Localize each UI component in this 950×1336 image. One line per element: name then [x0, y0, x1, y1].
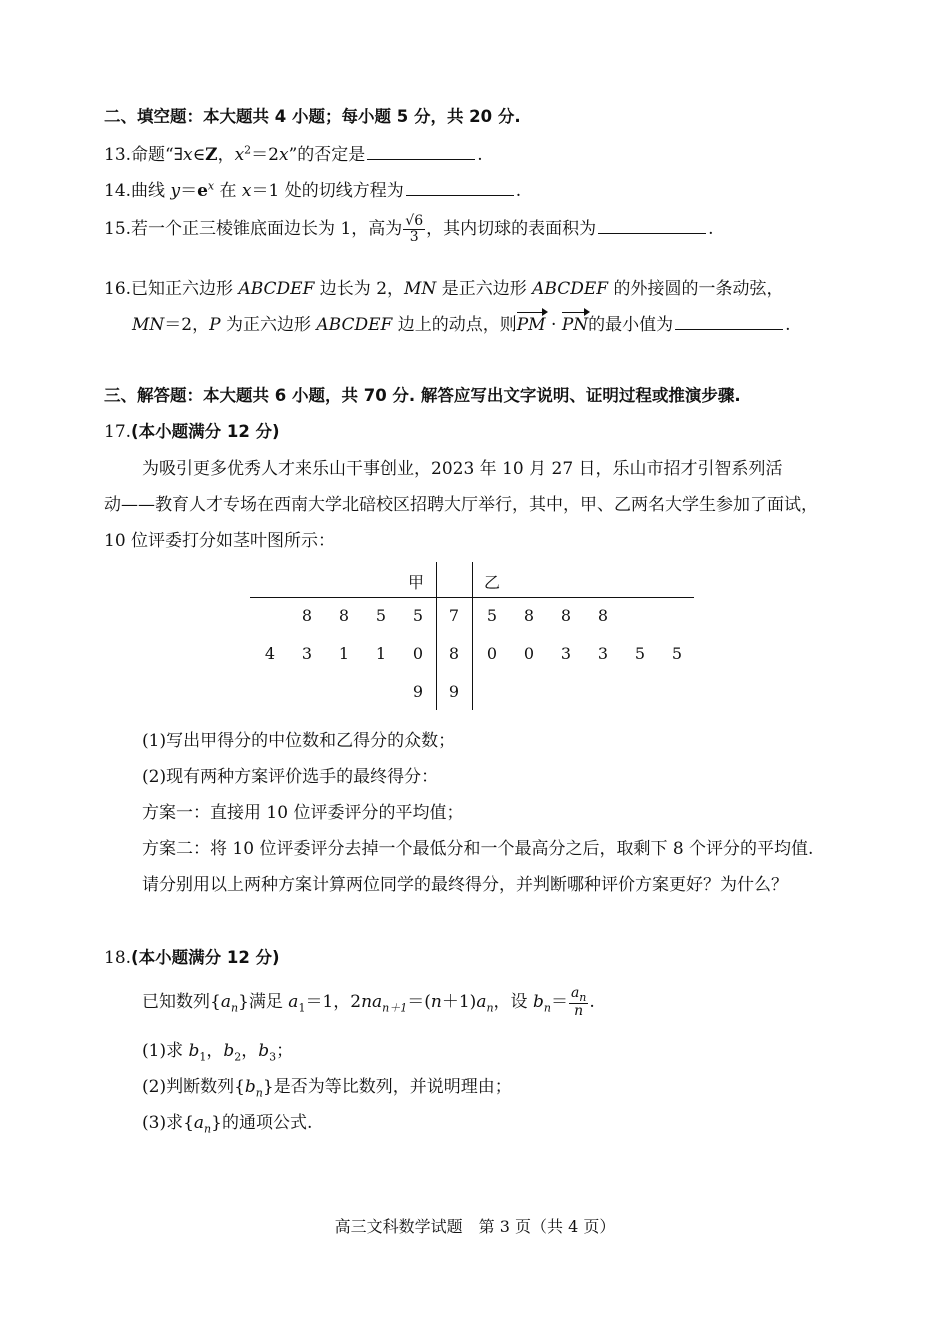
q18-bn-sub: n	[255, 1086, 263, 1100]
q17-score: (本小题满分 12 分)	[131, 422, 280, 441]
q13-answer-blank[interactable]	[367, 158, 475, 160]
q17-para-line3: 10 位评委打分如茎叶图所示：	[104, 531, 336, 551]
stem-leaf-right-label: 乙	[483, 573, 500, 592]
left-leaf: 5	[375, 606, 387, 625]
q16-mn-2: MN	[132, 315, 165, 335]
q13-number: 13.	[104, 145, 132, 165]
question-16-line1	[104, 274, 783, 299]
q13-text-a: 命题“∃	[131, 145, 183, 165]
right-leaf: 5	[634, 644, 646, 663]
q14-text-a: 曲线	[131, 181, 171, 201]
q18-stem-d: ＝(	[407, 992, 431, 1013]
q17-plan1: 方案一：直接用 10 位评委评分的平均值；	[142, 803, 464, 823]
q18-stem-f: ，设	[493, 992, 533, 1013]
q18-a3: a	[476, 992, 487, 1013]
q15-frac-den: 3	[409, 229, 419, 245]
q18-stem-b: }满足	[238, 992, 289, 1013]
q14-var-y: y	[170, 181, 181, 201]
q18-b3: b	[258, 1041, 270, 1061]
q13-in: ∈	[192, 145, 206, 165]
q18-a3-sub: n	[486, 1001, 494, 1015]
q15-answer-blank[interactable]	[598, 232, 706, 234]
q14-text-b: 在	[214, 181, 242, 201]
q17-header	[104, 418, 280, 442]
q18-c1: ，	[206, 1041, 224, 1061]
q18-bn: b	[244, 1077, 256, 1097]
q18-an-sub: n	[230, 1001, 239, 1015]
q18-b: b	[532, 992, 544, 1013]
question-14	[104, 176, 521, 201]
stem-leaf-left-label: 甲	[407, 573, 424, 592]
q18-a2: a	[372, 992, 383, 1013]
q16-line2-c: 边上的动点，则	[392, 315, 517, 335]
right-leaf: 3	[597, 644, 609, 663]
q18-b1: b	[188, 1041, 200, 1061]
right-leaf: 8	[523, 606, 535, 625]
q18-number: 18.	[104, 948, 132, 968]
q18-part1-end: ；	[276, 1041, 294, 1061]
q18-b2: b	[223, 1041, 235, 1061]
q15-text-a: 若一个正三棱锥底面边长为 1，高为	[131, 219, 403, 239]
q16-line1-d: 的外接圆的一条动弦，	[608, 279, 784, 299]
question-15	[104, 214, 714, 245]
q13-var-x3: x	[279, 145, 289, 165]
q17-plan2: 方案二：将 10 位评委评分去掉一个最低分和一个最高分之后，取剩下 8 个评分的平均值.	[142, 839, 814, 859]
stem-value: 9	[448, 682, 460, 701]
left-leaf: 3	[301, 644, 313, 663]
left-leaf: 4	[264, 644, 276, 663]
q13-end: .	[477, 145, 483, 165]
q13-eq: ＝2	[251, 145, 279, 165]
section3-heading: 三、解答题：本大题共 6 小题，共 70 分. 解答应写出文字说明、证明过程或推演步骤.	[104, 386, 741, 405]
page-footer: 高三文科数学试题 第 3 页（共 4 页）	[334, 1217, 616, 1236]
q18-n1: n	[361, 992, 373, 1013]
q18-part2-b: }是否为等比数列，并说明理由；	[262, 1077, 512, 1097]
q14-end: .	[515, 181, 522, 201]
q16-line1-c: 是正六边形	[436, 279, 533, 299]
q16-line1-b: 边长为 2，	[314, 279, 405, 299]
q18-frac-num-sub: n	[579, 990, 587, 1004]
q18-score: (本小题满分 12 分)	[131, 948, 280, 967]
q18-end: .	[589, 992, 595, 1013]
q15-text-b: ，其内切球的表面积为	[426, 219, 597, 239]
q18-stem	[142, 986, 595, 1019]
left-leaf: 8	[338, 606, 350, 625]
question-13	[104, 140, 483, 165]
q18-a2-sub: n＋1	[382, 1001, 408, 1015]
q17-number: 17.	[104, 422, 132, 442]
q18-stem-g: ＝	[550, 992, 568, 1013]
right-leaf: 0	[523, 644, 535, 663]
q18-fraction	[569, 986, 588, 1019]
q18-part3	[142, 1108, 312, 1135]
right-leaf: 5	[671, 644, 683, 663]
q16-line2-d: 的最小值为	[588, 315, 674, 335]
q13-text-b: ”的否定是	[288, 145, 366, 165]
q16-vector-pn: PN	[561, 315, 589, 335]
q18-a1: a	[288, 992, 299, 1013]
stem-leaf-horizontal-rule	[250, 597, 694, 598]
left-leaf: 0	[412, 644, 424, 663]
left-leaf: 9	[412, 682, 424, 701]
q18-b3-sub: 3	[269, 1050, 277, 1064]
q14-number: 14.	[104, 181, 132, 201]
right-leaf: 3	[560, 644, 572, 663]
q18-part1	[142, 1036, 293, 1063]
q16-line2-a: ＝2，	[164, 315, 210, 335]
q16-abcdef-2: ABCDEF	[532, 279, 609, 299]
q18-part2	[142, 1072, 512, 1099]
q18-frac-den-n: n	[574, 1003, 584, 1020]
right-leaf: 5	[486, 606, 498, 625]
section2-heading: 二、填空题：本大题共 4 小题；每小题 5 分，共 20 分.	[104, 107, 521, 126]
right-leaf: 0	[486, 644, 498, 663]
stem-value: 7	[448, 606, 460, 625]
q18-an2-sub: n	[204, 1122, 212, 1136]
q18-an2: a	[193, 1113, 205, 1133]
right-leaf: 8	[597, 606, 609, 625]
q18-stem-e: ＋1)	[441, 992, 477, 1013]
left-leaf: 8	[301, 606, 313, 625]
q15-frac-num: √6	[405, 213, 424, 230]
q18-frac-num	[569, 986, 588, 1004]
q18-frac-num-a: a	[570, 985, 580, 1001]
stem-leaf-divider-right	[472, 562, 473, 710]
q17-question: 请分别用以上两种方案计算两位同学的最终得分，并判断哪种评价方案更好？为什么？	[142, 875, 788, 895]
q16-p: P	[209, 315, 221, 335]
left-leaf: 1	[338, 644, 350, 663]
q18-part3-a: (3)求{	[142, 1113, 194, 1133]
q16-abcdef-1: ABCDEF	[238, 279, 315, 299]
q18-a1-sub: 1	[298, 1001, 306, 1015]
q13-var-x: x	[182, 145, 193, 165]
q13-set-z: Z	[205, 145, 218, 165]
q17-part1: (1)写出甲得分的中位数和乙得分的众数；	[142, 731, 456, 751]
q14-e: e	[197, 181, 208, 201]
q18-header	[104, 944, 280, 968]
q18-stem-a: 已知数列{	[142, 992, 221, 1013]
q17-part2: (2)现有两种方案评价选手的最终得分：	[142, 767, 439, 787]
q14-var-x: x	[241, 181, 252, 201]
q16-line1-a: 已知正六边形	[131, 279, 239, 299]
q16-line2-b: 为正六边形	[220, 315, 317, 335]
stem-leaf-divider-left	[436, 562, 437, 710]
q17-para-line2: 动——教育人才专场在西南大学北碚校区招聘大厅举行，其中，甲、乙两名大学生参加了面试，	[104, 495, 818, 515]
q18-part1-a: (1)求	[142, 1041, 189, 1061]
left-leaf: 1	[375, 644, 387, 663]
q16-mn-1: MN	[404, 279, 437, 299]
q18-b2-sub: 2	[234, 1050, 242, 1064]
q13-comma: ，	[217, 145, 235, 165]
q18-part3-b: }的通项公式.	[211, 1113, 313, 1133]
q15-number: 15.	[104, 219, 132, 239]
q18-b-sub: n	[543, 1001, 551, 1015]
q16-answer-blank[interactable]	[675, 328, 783, 330]
q16-end: .	[785, 315, 791, 335]
q13-var-x2: x	[234, 145, 245, 165]
q15-fraction	[403, 214, 425, 244]
q14-exp-x: x	[207, 179, 215, 193]
q15-end: .	[708, 219, 714, 239]
q16-dot: ·	[545, 315, 562, 335]
q18-n2: n	[430, 992, 442, 1013]
q16-vector-pm: PM	[516, 315, 546, 335]
q13-square: 2	[244, 143, 252, 157]
q18-part2-a: (2)判断数列{	[142, 1077, 245, 1097]
left-leaf: 5	[412, 606, 424, 625]
right-leaf: 8	[560, 606, 572, 625]
q18-frac-den	[569, 1004, 588, 1019]
q18-stem-c: ＝1，2	[305, 992, 362, 1013]
q18-c2: ，	[241, 1041, 259, 1061]
q14-text-c: ＝1 处的切线方程为	[251, 181, 404, 201]
q17-para-line1: 为吸引更多优秀人才来乐山干事创业，2023 年 10 月 27 日，乐山市招才引智系列活	[142, 459, 783, 479]
q14-eq: ＝	[180, 181, 198, 201]
q16-number: 16.	[104, 279, 132, 299]
stem-value: 8	[448, 644, 460, 663]
q14-answer-blank[interactable]	[406, 194, 514, 196]
question-16-line2	[132, 310, 791, 335]
q18-b1-sub: 1	[199, 1050, 207, 1064]
q18-an: a	[220, 992, 231, 1013]
q16-abcdef-3: ABCDEF	[316, 315, 393, 335]
